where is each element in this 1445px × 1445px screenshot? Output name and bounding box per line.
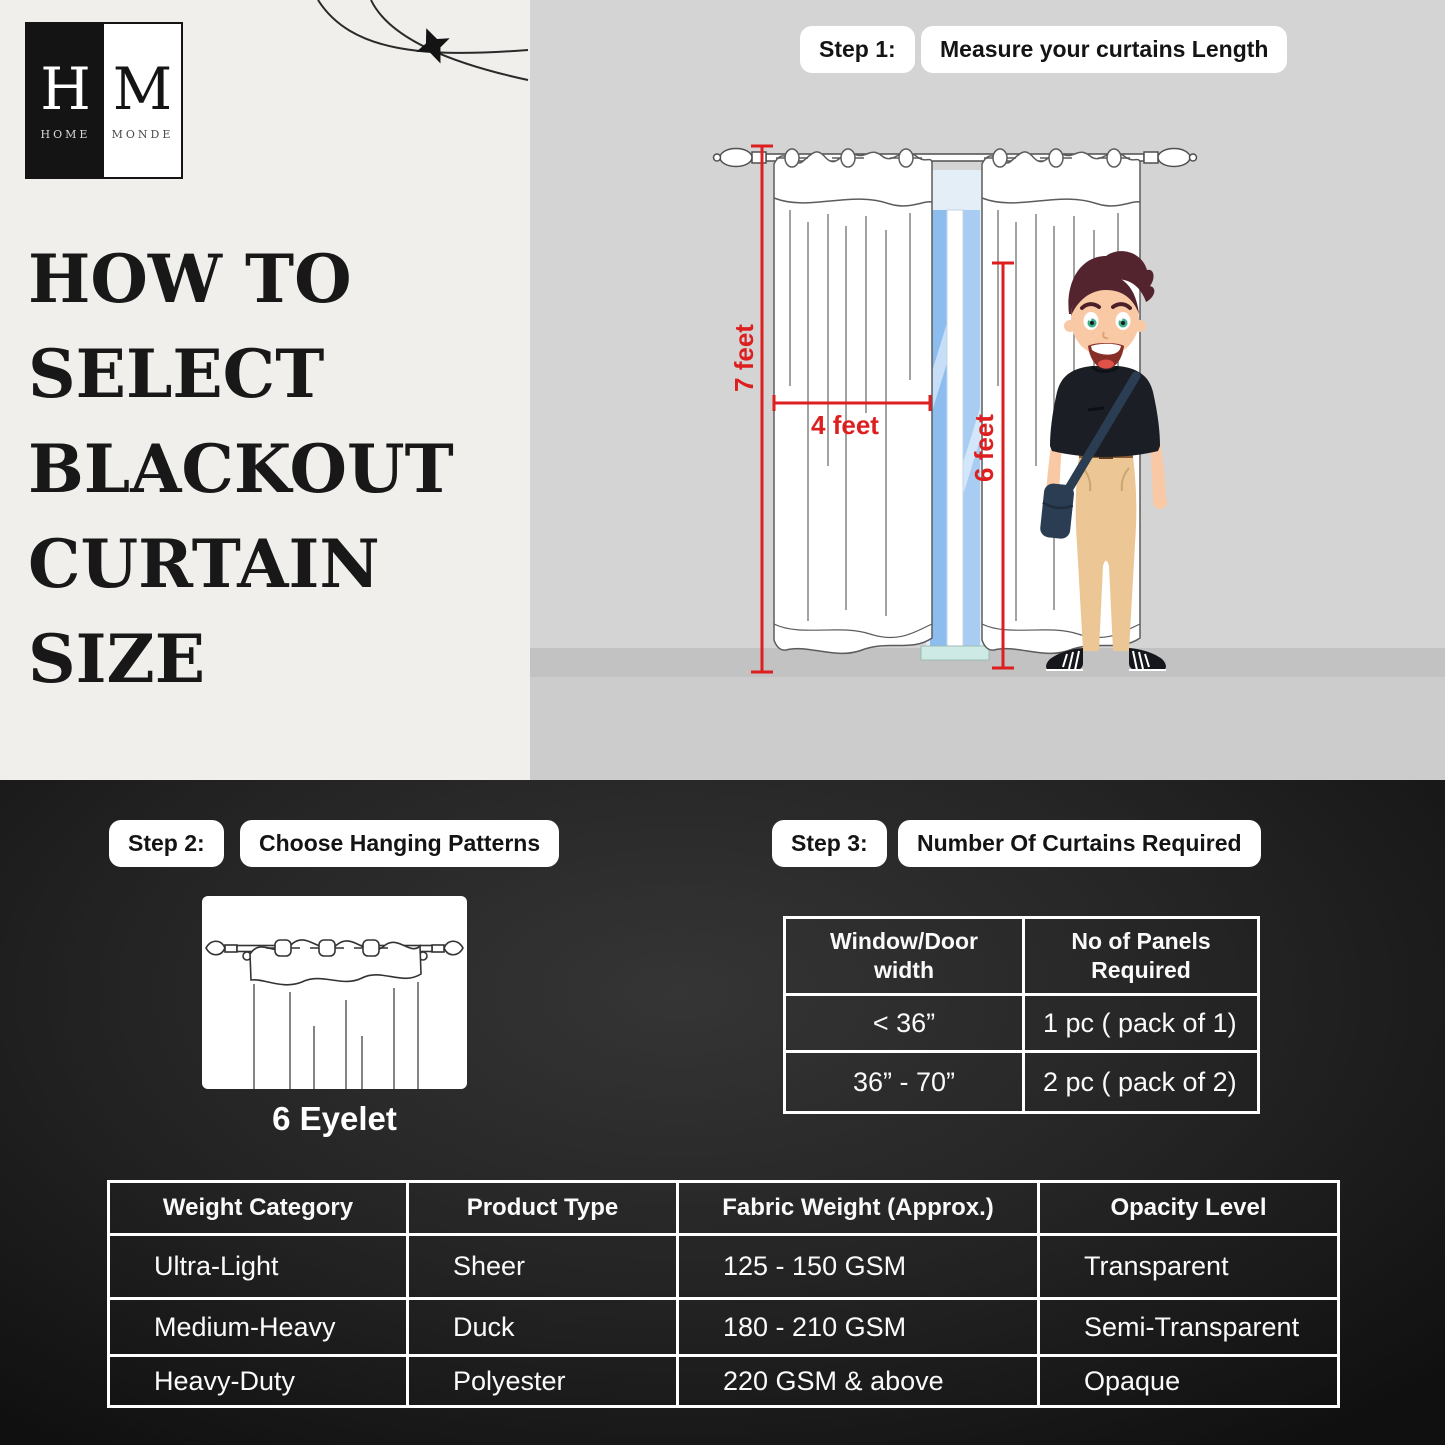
fabric-spec-table: [107, 1180, 1340, 1408]
column-header: Window/Door width: [785, 918, 1024, 995]
table-header-row: [785, 918, 1259, 995]
table-header-row: [109, 1182, 1339, 1235]
height-measure-label: 7 feet: [728, 324, 759, 392]
table-cell: Opaque: [1039, 1356, 1339, 1407]
step1-label-pill: Step 1:: [800, 26, 915, 73]
logo-left-half: [27, 24, 104, 177]
table-cell: 36” - 70”: [785, 1052, 1024, 1113]
sparkle-squiggle-decoration: [283, 0, 533, 125]
eyelet-curtain-line-drawing: [202, 896, 467, 1089]
sparkle-star-icon: [410, 22, 458, 71]
table-cell: Sheer: [408, 1235, 678, 1299]
table-cell: 220 GSM & above: [678, 1356, 1039, 1407]
table-cell: Transparent: [1039, 1235, 1339, 1299]
table-row: [109, 1235, 1339, 1299]
table-row: [109, 1356, 1339, 1407]
logo-letter-m: M: [112, 55, 173, 123]
brand-logo: [25, 22, 183, 179]
step2-title-pill: Choose Hanging Patterns: [240, 820, 559, 867]
dark-section: [0, 780, 1445, 1445]
step2-label-pill: Step 2:: [109, 820, 224, 867]
table-row: [109, 1299, 1339, 1356]
table-cell: < 36”: [785, 995, 1024, 1052]
table-cell: Medium-Heavy: [109, 1299, 408, 1356]
width-measure-label: 4 feet: [811, 410, 879, 440]
title-line: CURTAIN: [28, 525, 380, 603]
title-line: BLACKOUT: [28, 430, 454, 508]
step1-title-pill: Measure your curtains Length: [921, 26, 1287, 73]
logo-letter-h: H: [40, 55, 91, 123]
logo-word-home: HOME: [40, 128, 91, 141]
table-cell: Heavy-Duty: [109, 1356, 408, 1407]
table-row: [785, 1052, 1259, 1113]
table-cell: 2 pc ( pack of 2): [1024, 1052, 1259, 1113]
table-cell: Polyester: [408, 1356, 678, 1407]
logo-right-half: [104, 24, 181, 177]
table-cell: 125 - 150 GSM: [678, 1235, 1039, 1299]
logo-word-monde: MONDE: [111, 128, 174, 141]
column-header: No of Panels Required: [1024, 918, 1259, 995]
title-line: SELECT: [28, 335, 325, 413]
hanging-pattern-card: [202, 896, 467, 1089]
table-row: [785, 995, 1259, 1052]
table-cell: Ultra-Light: [109, 1235, 408, 1299]
column-header: Fabric Weight (Approx.): [678, 1182, 1039, 1235]
column-header: Opacity Level: [1039, 1182, 1339, 1235]
crossbody-bag: [1039, 483, 1074, 540]
column-header: Weight Category: [109, 1182, 408, 1235]
step3-label-pill: Step 3:: [772, 820, 887, 867]
hanging-pattern-caption: 6 Eyelet: [272, 1100, 397, 1137]
table-cell: 180 - 210 GSM: [678, 1299, 1039, 1356]
title-line: HOW TO: [28, 240, 352, 318]
curtain-measurement-illustration: [690, 118, 1250, 724]
title-line: SIZE: [28, 620, 206, 698]
table-cell: Semi-Transparent: [1039, 1299, 1339, 1356]
table-cell: Duck: [408, 1299, 678, 1356]
column-header: Product Type: [408, 1182, 678, 1235]
table-cell: 1 pc ( pack of 1): [1024, 995, 1259, 1052]
panels-required-table: [783, 916, 1260, 1114]
page-title: [28, 232, 454, 707]
person-height-measure-label: 6 feet: [968, 414, 999, 482]
step3-title-pill: Number Of Curtains Required: [898, 820, 1261, 867]
